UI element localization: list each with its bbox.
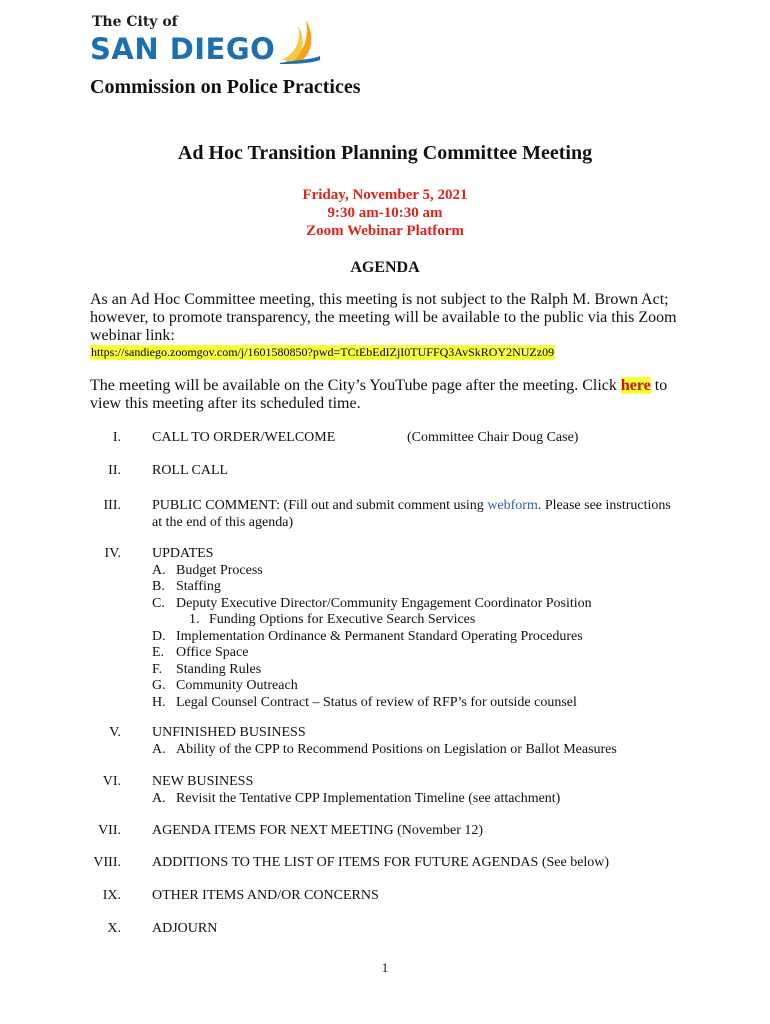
sub-item: A. Revisit the Tentative CPP Implementation Timeline (see attachment) [152, 790, 561, 806]
item-text: PUBLIC COMMENT: (Fill out and submit comment using [152, 498, 484, 513]
logo-small-text: The City of [92, 14, 178, 30]
item-text: UNFINISHED BUSINESS [152, 725, 306, 740]
youtube-paragraph [90, 377, 690, 413]
meeting-platform: Zoom Webinar Platform [306, 223, 464, 239]
item-number: VI. [102, 774, 121, 789]
sub-item: A. Ability of the CPP to Recommend Positions on Legislation or Ballot Measures [152, 741, 617, 757]
meeting-title: Ad Hoc Transition Planning Committee Meeting [177, 142, 593, 164]
item-text: OTHER ITEMS AND/OR CONCERNS [152, 888, 379, 903]
sail-logo-icon [280, 16, 320, 64]
meeting-time: 9:30 am-10:30 am [327, 205, 443, 221]
sub-item: G. Community Outreach [152, 678, 298, 693]
here-link[interactable]: here [620, 377, 651, 394]
city-logo [90, 14, 330, 66]
item-number: III. [103, 498, 121, 513]
sub-item: C. Deputy Executive Director/Community Engagement Coordinator Position [152, 595, 592, 611]
item-number: I. [112, 430, 121, 445]
item-text: ADDITIONS TO THE LIST OF ITEMS FOR FUTURE AGENDAS (See below) [152, 855, 610, 870]
item-number: X. [107, 921, 121, 936]
item-number: IX. [102, 888, 121, 903]
item-number: VIII. [93, 855, 121, 870]
sub-item: A. Budget Process [152, 562, 263, 578]
sub-item: F. Standing Rules [152, 661, 262, 677]
youtube-text: The meeting will be available on the City’s YouTube page after the meeting. Click [90, 377, 617, 394]
item-text: AGENDA ITEMS FOR NEXT MEETING (November 12) [152, 823, 484, 838]
item-text-after: . Please see instructions at the end of this agenda) [152, 498, 671, 530]
item-number: V. [109, 725, 121, 740]
item-text: UPDATES [152, 546, 214, 561]
sub-item: B. Staffing [152, 579, 221, 594]
item-number: VII. [98, 823, 121, 838]
webform-link[interactable]: webform [487, 498, 538, 513]
sub-sub-item: 1. Funding Options for Executive Search Services [189, 612, 476, 627]
commission-heading: Commission on Police Practices [90, 76, 361, 98]
sub-item: E. Office Space [152, 645, 249, 660]
logo-big-text: SAN DIEGO [90, 32, 276, 66]
item-number: IV. [104, 546, 121, 561]
intro-paragraph: As an Ad Hoc Committee meeting, this meeting is not subject to the Ralph M. Brown Act; however, to promote transparency, the meeting will be available to the public via this Zoom webinar link: [90, 291, 677, 344]
meeting-date: Friday, November 5, 2021 [302, 187, 468, 203]
item-text: ADJOURN [152, 921, 218, 936]
item-note: (Committee Chair Doug Case) [407, 430, 579, 445]
item-text: ROLL CALL [152, 463, 229, 478]
agenda-heading: AGENDA [350, 259, 420, 276]
page-number: 1 [381, 960, 389, 975]
youtube-text-after: to view this meeting after its scheduled time. [90, 377, 668, 412]
item-text: CALL TO ORDER/WELCOME [152, 430, 336, 445]
item-number: II. [108, 463, 121, 478]
sub-item: D. Implementation Ordinance & Permanent Standard Operating Procedures [152, 628, 583, 644]
item-text: NEW BUSINESS [152, 774, 254, 789]
zoom-link[interactable]: https://sandiego.zoomgov.com/j/1601580850?pwd=TCtEbEdIZjI0TUFFQ3AvSkROY2NUZz09 [91, 345, 555, 359]
sub-item: H. Legal Counsel Contract – Status of review of RFP’s for outside counsel [152, 694, 577, 710]
